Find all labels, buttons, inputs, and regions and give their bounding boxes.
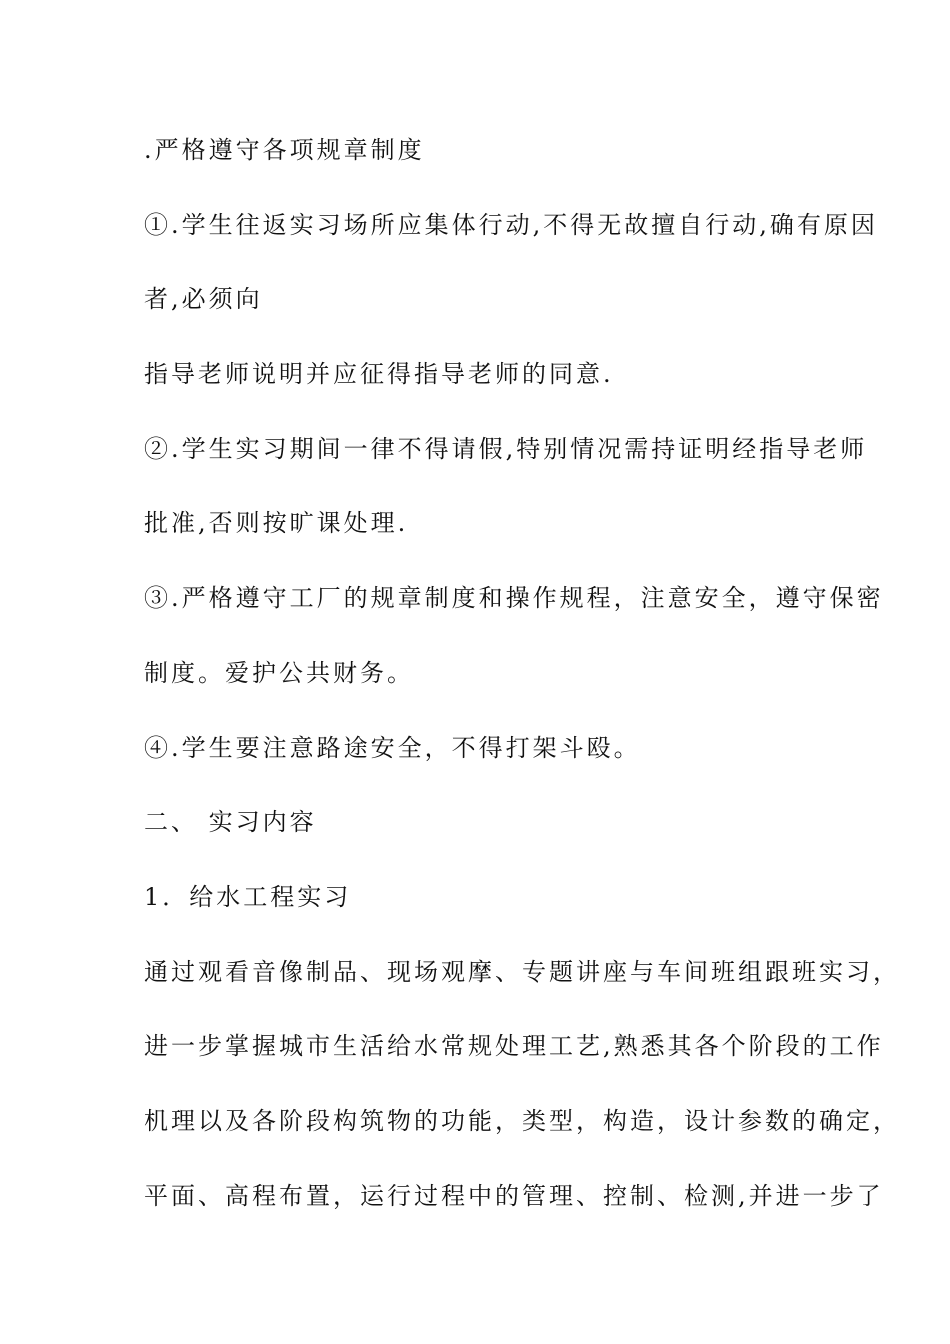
rule-2-line-1: ②.学生实习期间一律不得请假,特别情况需持证明经指导老师 (144, 434, 868, 463)
paragraph-line-4: 平面、高程布置，运行过程中的管理、控制、检测,并进一步了 (144, 1181, 884, 1210)
paragraph-line-3: 机理以及各阶段构筑物的功能，类型，构造，设计参数的确定， (144, 1106, 900, 1135)
rule-1-line-2: 者,必须向 (144, 285, 263, 314)
document-body (144, 131, 900, 1251)
rule-1-line-3: 指导老师说明并应征得指导老师的同意. (144, 360, 614, 389)
paragraph-line-2: 进一步掌握城市生活给水常规处理工艺,熟悉其各个阶段的工作 (144, 1032, 884, 1061)
rule-3-line-1: ③.严格遵守工厂的规章制度和操作规程，注意安全，遵守保密 (144, 584, 884, 613)
rule-4-line-1: ④.学生要注意路途安全，不得打架斗殴。 (144, 733, 641, 762)
section-heading-rules: .严格遵守各项规章制度 (144, 136, 425, 164)
section-heading-content: 二、 实习内容 (144, 808, 317, 837)
rule-1-line-1: ①.学生往返实习场所应集体行动,不得无故擅自行动,确有原因 (144, 210, 878, 239)
rule-3-line-2: 制度。爱护公共财务。 (144, 658, 414, 687)
subsection-heading-water: 1．给水工程实习 (144, 882, 352, 911)
paragraph-line-1: 通过观看音像制品、现场观摩、专题讲座与车间班组跟班实习， (144, 957, 900, 986)
rule-2-line-2: 批准,否则按旷课处理. (144, 509, 409, 538)
